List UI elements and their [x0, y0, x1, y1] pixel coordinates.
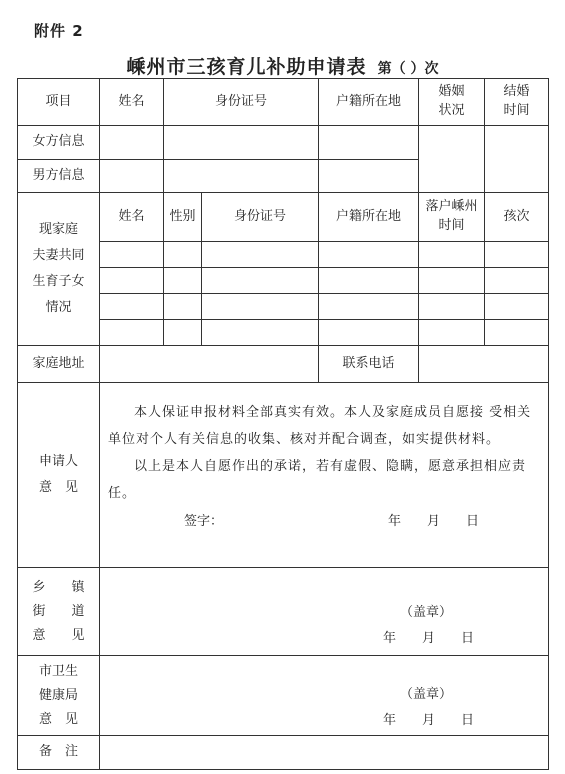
- township-opinion-label: 乡 镇 街 道 意 见: [18, 568, 100, 656]
- child-cell[interactable]: [419, 268, 485, 294]
- applicant-row: [18, 383, 549, 568]
- children-section-label: 现家庭 夫妻共同 生育子女 情况: [18, 193, 100, 346]
- child-cell[interactable]: [202, 242, 319, 268]
- application-form-table: [17, 78, 549, 770]
- male-info-label: 男方信息: [18, 160, 100, 193]
- address-row: [18, 346, 549, 383]
- female-info-label: 女方信息: [18, 126, 100, 160]
- child-cell[interactable]: [100, 320, 164, 346]
- declaration-paragraph-1: 本人保证申报材料全部真实有效。本人及家庭成员自愿接 受相关单位对个人有关信息的收集、核对并配合调查，如实提供材料。: [108, 405, 532, 447]
- child-cell[interactable]: [202, 294, 319, 320]
- header-name: 姓名: [100, 79, 164, 126]
- township-row: [18, 568, 549, 656]
- child-header-hukou: 户籍所在地: [319, 193, 419, 242]
- form-header: [0, 52, 565, 79]
- child-cell[interactable]: [319, 268, 419, 294]
- child-cell[interactable]: [419, 242, 485, 268]
- male-id-cell[interactable]: [164, 160, 319, 193]
- child-cell[interactable]: [485, 294, 549, 320]
- applicant-date: 年 月 日: [388, 514, 480, 529]
- remarks-cell[interactable]: [100, 736, 549, 770]
- child-cell[interactable]: [485, 320, 549, 346]
- phone-label: 联系电话: [319, 346, 419, 383]
- child-cell[interactable]: [100, 242, 164, 268]
- township-date: 年 月 日: [383, 631, 475, 646]
- female-row: [18, 126, 549, 160]
- female-hukou-cell[interactable]: [319, 126, 419, 160]
- remarks-label: 备 注: [18, 736, 100, 770]
- child-header-name: 姓名: [100, 193, 164, 242]
- child-cell[interactable]: [419, 320, 485, 346]
- header-marital-status: 婚姻 状况: [419, 79, 485, 126]
- male-name-cell[interactable]: [100, 160, 164, 193]
- header-row: [18, 79, 549, 126]
- health-bureau-row: [18, 656, 549, 736]
- child-header-gender: 性别: [164, 193, 202, 242]
- female-name-cell[interactable]: [100, 126, 164, 160]
- child-header-order: 孩次: [485, 193, 549, 242]
- township-opinion-cell[interactable]: [100, 568, 549, 656]
- child-cell[interactable]: [164, 320, 202, 346]
- township-seal: （盖章）: [400, 605, 453, 620]
- marital-status-cell[interactable]: [419, 126, 485, 193]
- child-cell[interactable]: [202, 268, 319, 294]
- health-bureau-opinion-label: 市卫生 健康局 意 见: [18, 656, 100, 736]
- child-cell[interactable]: [164, 294, 202, 320]
- child-cell[interactable]: [485, 268, 549, 294]
- child-cell[interactable]: [319, 242, 419, 268]
- signature-label: 签字：: [184, 514, 224, 529]
- health-bureau-seal: （盖章）: [400, 687, 453, 702]
- address-cell[interactable]: [100, 346, 319, 383]
- child-cell[interactable]: [164, 242, 202, 268]
- child-header-settle-time: 落户嵊州 时间: [419, 193, 485, 242]
- child-cell[interactable]: [100, 268, 164, 294]
- health-bureau-opinion-cell[interactable]: [100, 656, 549, 736]
- child-cell[interactable]: [202, 320, 319, 346]
- declaration-paragraph-2: 以上是本人自愿作出的承诺，若有虚假、隐瞒，愿意承担相应责任。: [108, 459, 527, 501]
- male-hukou-cell[interactable]: [319, 160, 419, 193]
- remarks-row: [18, 736, 549, 770]
- phone-cell[interactable]: [419, 346, 549, 383]
- children-header-row: [18, 193, 549, 242]
- form-title: 嵊州市三孩育儿补助申请表: [126, 56, 367, 78]
- applicant-declaration: [100, 383, 549, 568]
- header-id-number: 身份证号: [164, 79, 319, 126]
- address-label: 家庭地址: [18, 346, 100, 383]
- child-header-id-number: 身份证号: [202, 193, 319, 242]
- child-cell[interactable]: [485, 242, 549, 268]
- child-cell[interactable]: [319, 294, 419, 320]
- child-cell[interactable]: [100, 294, 164, 320]
- attachment-label: 附件 2: [34, 22, 84, 40]
- marriage-time-cell[interactable]: [485, 126, 549, 193]
- child-cell[interactable]: [319, 320, 419, 346]
- child-cell[interactable]: [419, 294, 485, 320]
- header-item: 项目: [18, 79, 100, 126]
- header-marriage-time: 结婚 时间: [485, 79, 549, 126]
- header-hukou: 户籍所在地: [319, 79, 419, 126]
- application-times: 第（ ）次: [377, 61, 439, 77]
- child-cell[interactable]: [164, 268, 202, 294]
- female-id-cell[interactable]: [164, 126, 319, 160]
- health-bureau-date: 年 月 日: [383, 713, 475, 728]
- applicant-opinion-label: 申请人 意 见: [18, 383, 100, 568]
